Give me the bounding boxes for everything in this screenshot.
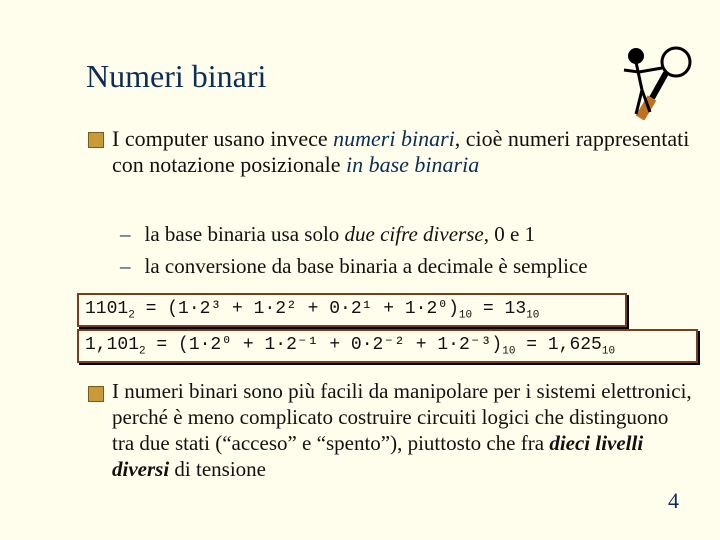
dash: – xyxy=(120,254,131,278)
emphasis: in base binaria xyxy=(345,152,480,177)
base-sub: 10 xyxy=(502,345,516,358)
text: I computer usano invece xyxy=(112,126,334,151)
text: I numeri binari sono più facili da manipolare per i sistemi elettronici, perché è meno complicato costruire circuiti logici che distinguono tra due stati (“acceso” e “spento”), piuttosto che fra xyxy=(112,379,692,455)
bullet-icon xyxy=(88,132,104,148)
dash: – xyxy=(120,222,131,246)
text: , 0 e 1 xyxy=(483,222,536,246)
text: la conversione da base binaria a decimale è semplice xyxy=(144,254,588,278)
base-sub: 2 xyxy=(128,309,135,322)
formula-lhs: 1,101 xyxy=(85,335,140,355)
base-sub: 10 xyxy=(458,309,473,322)
formula-result: = 1,625 xyxy=(515,335,602,355)
sub-bullet-2 xyxy=(120,254,588,279)
text: , cioè numeri rappresentati con notazione posizionale xyxy=(112,126,690,177)
formula-rhs: = (1·2³ + 1·2² + 0·2¹ + 1·2⁰) xyxy=(134,299,459,319)
bullet-icon xyxy=(88,386,104,402)
emphasis: dieci livelli diversi xyxy=(112,431,644,481)
bullet-text-1 xyxy=(112,126,692,178)
sub-bullet-1 xyxy=(120,222,535,247)
base-sub: 10 xyxy=(601,345,616,358)
emphasis: due cifre diverse xyxy=(344,222,484,246)
base-sub: 2 xyxy=(139,345,146,358)
formula-lhs: 1101 xyxy=(85,299,129,319)
text: la base binaria usa solo xyxy=(144,222,345,246)
formula-rhs: = (1·2⁰ + 1·2⁻¹ + 0·2⁻² + 1·2⁻³) xyxy=(145,335,503,355)
formula-result: = 13 xyxy=(472,299,527,319)
formula-box-1 xyxy=(77,293,627,327)
emphasis: numeri binari xyxy=(333,126,455,151)
page-number: 4 xyxy=(668,488,679,513)
formula-box-2 xyxy=(77,329,698,363)
bullet-text-2 xyxy=(112,378,692,482)
slide-title: Numeri binari xyxy=(86,58,267,94)
text: di tensione xyxy=(169,457,266,481)
base-sub: 10 xyxy=(526,309,540,322)
magnifier-figure-icon xyxy=(606,40,696,120)
